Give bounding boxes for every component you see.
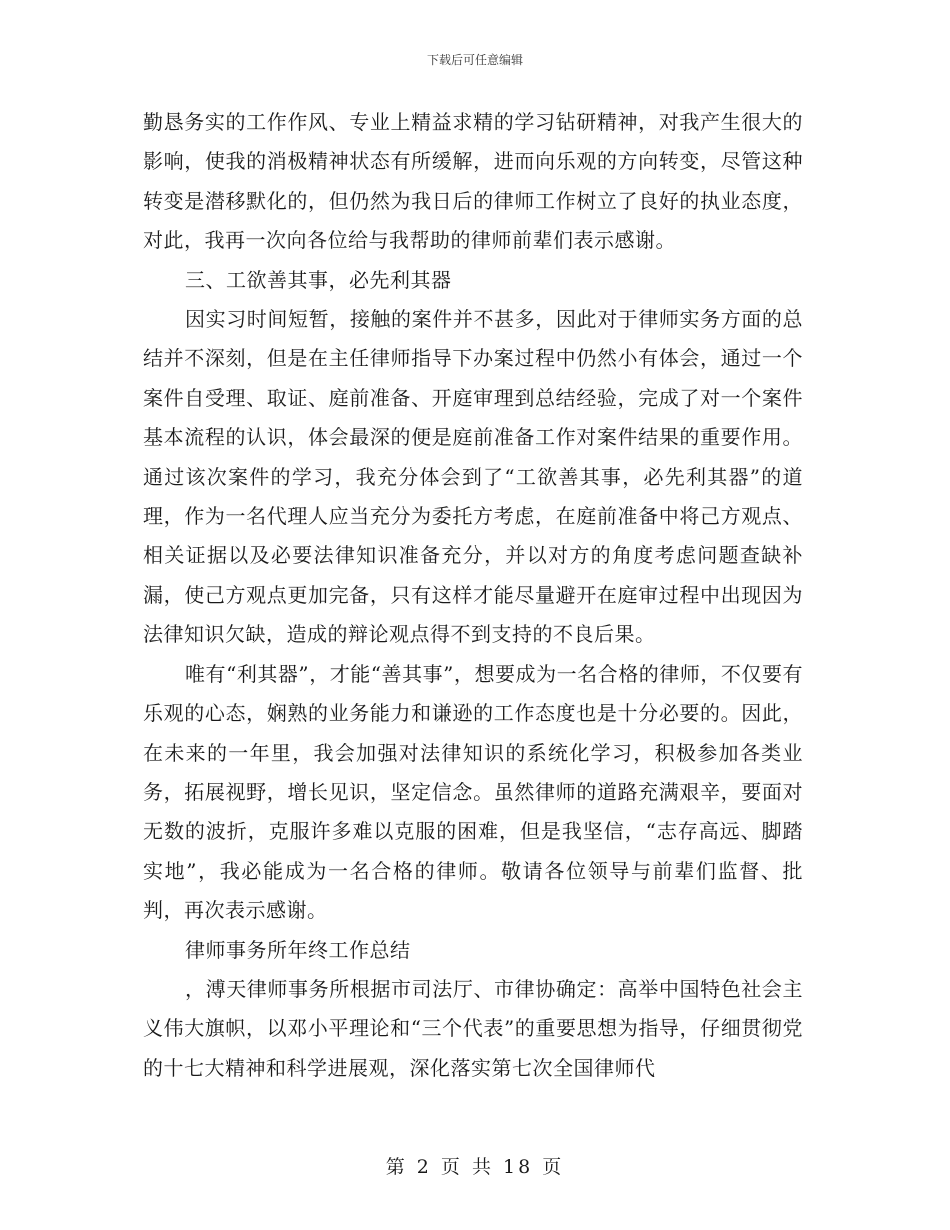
paragraph: 唯有“利其器”，才能“善其事”，想要成为一名合格的律师，不仅要有乐观的心态，娴熟的业务能力和谦逊的工作态度也是十分必要的。因此，在未来的一年里，我会加强对法律知识的系统化学习，积极参加各类业务，拓展视野，增长见识，坚定信念。虽然律师的道路充满艰辛，要面对无数的波折，克服许多难以克服的困难，但是我坚信，“志存高远、脚踏实地”，我必能成为一名合格的律师。敬请各位领导与前辈们监督、批判，再次表示感谢。 <box>143 661 803 923</box>
document-body <box>143 103 803 1088</box>
page-number: 第 2 页 共 18 页 <box>385 1156 565 1178</box>
paragraph: 因实习时间短暂，接触的案件并不甚多，因此对于律师实务方面的总结并不深刻，但是在主任律师指导下办案过程中仍然小有体会，通过一个案件自受理、取证、庭前准备、开庭审理到总结经验，完成了对一个案件基本流程的认识，体会最深的便是庭前准备工作对案件结果的重要作用。通过该次案件的学习，我充分体会到了“工欲善其事，必先利其器”的道理，作为一名代理人应当充分为委托方考虑，在庭前准备中将己方观点、相关证据以及必要法律知识准备充分，并以对方的角度考虑问题查缺补漏，使己方观点更加完备，只有这样才能尽量避开在庭审过程中出现因为法律知识欠缺，造成的辩论观点得不到支持的不良后果。 <box>143 307 803 647</box>
section-heading: 三、工欲善其事，必先利其器 <box>185 267 452 292</box>
paragraph: ，溥天律师事务所根据市司法厅、市律协确定：高举中国特色社会主义伟大旗帜，以邓小平理论和“三个代表”的重要思想为指导，仔细贯彻党的十七大精神和科学进展观，深化落实第七次全国律师代 <box>143 976 803 1080</box>
page-header: 下载后可任意编辑 <box>426 53 523 67</box>
document-title: 律师事务所年终工作总结 <box>185 937 411 962</box>
paragraph: 勤恳务实的工作作风、专业上精益求精的学习钻研精神，对我产生很大的影响，使我的消极精神状态有所缓解，进而向乐观的方向转变，尽管这种转变是潜移默化的，但仍然为我日后的律师工作树立了良好的执业态度，对此，我再一次向各位给与我帮助的律师前辈们表示感谢。 <box>143 110 803 253</box>
